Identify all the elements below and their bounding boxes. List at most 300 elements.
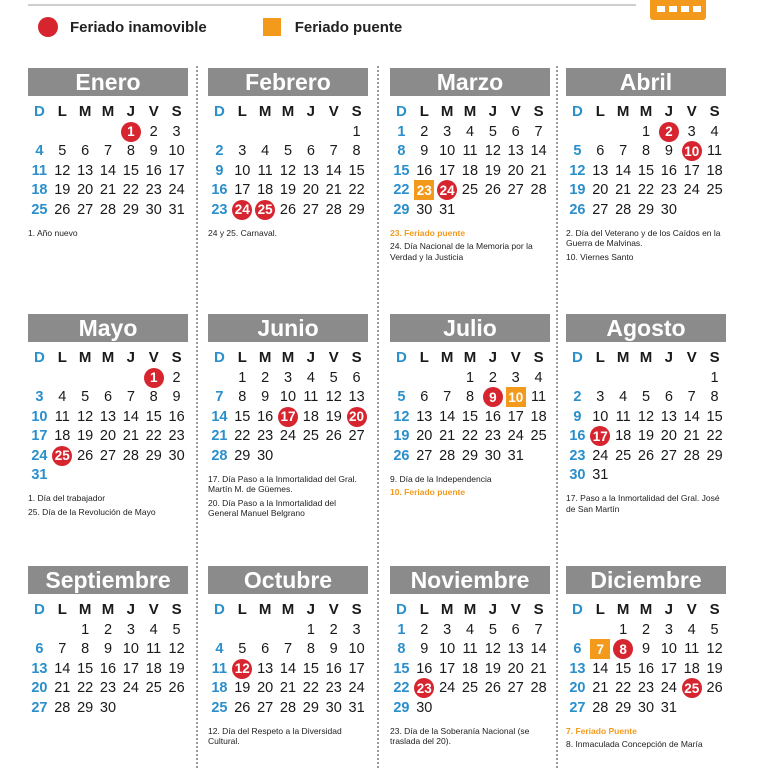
holiday-inamovible-day [142, 368, 165, 388]
day-cell [97, 142, 120, 162]
day-number: 19 [325, 408, 342, 425]
day-number: 24 [232, 200, 252, 220]
weekday-label: D [34, 349, 45, 366]
day-number: 6 [573, 641, 582, 657]
day-number: 26 [484, 182, 501, 198]
day-number: 26 [54, 201, 71, 218]
weekday-label: V [148, 349, 159, 366]
day-number: 17 [234, 182, 251, 198]
day-cell [481, 659, 504, 679]
day-number: 25 [145, 680, 162, 696]
day-number: 24 [439, 680, 456, 696]
holiday-note: 2. Día del Veterano y de los Caídos en la Guerra de Malvinas. [566, 227, 721, 248]
holiday-inamovible-day [119, 122, 142, 142]
empty-cell [119, 368, 142, 388]
month-title: Agosto [566, 314, 726, 342]
day-number: 1 [397, 123, 406, 140]
day-grid [566, 122, 726, 220]
day-number: 6 [511, 123, 520, 140]
day-number: 30 [257, 447, 274, 464]
day-number: 23 [660, 182, 677, 198]
weekday-label: M [258, 349, 272, 366]
day-cell [635, 122, 658, 142]
day-cell [504, 122, 527, 142]
empty-cell [51, 620, 74, 640]
day-number: 15 [637, 162, 655, 179]
empty-cell [208, 122, 231, 142]
day-number: 15 [145, 408, 162, 425]
day-cell [51, 427, 74, 447]
day-cell [657, 200, 680, 220]
day-number: 5 [329, 369, 338, 386]
day-number: 24 [279, 428, 297, 444]
day-cell [51, 388, 74, 408]
month-marzo [390, 68, 550, 265]
weekday-label: M [440, 103, 454, 120]
day-number: 8 [397, 641, 406, 657]
day-number: 16 [325, 660, 342, 677]
day-number: 11 [531, 389, 547, 405]
month-abril [566, 68, 726, 265]
day-number: 4 [261, 143, 270, 159]
holiday-notes [208, 474, 368, 519]
weekday-label: V [328, 349, 339, 366]
day-cell [142, 620, 165, 640]
holiday-inamovible-day [657, 122, 680, 142]
day-cell [231, 142, 254, 162]
day-number: 13 [507, 143, 524, 159]
day-number: 17 [348, 660, 365, 677]
day-cell [481, 427, 504, 447]
weekday-label: L [419, 103, 429, 120]
day-number: 19 [484, 162, 501, 179]
day-cell [119, 200, 142, 220]
month-title: Febrero [208, 68, 368, 96]
day-cell [680, 161, 703, 181]
day-number: 6 [664, 389, 673, 405]
day-cell [703, 446, 726, 466]
day-cell [345, 698, 368, 718]
day-cell [142, 679, 165, 699]
day-cell [436, 161, 459, 181]
day-cell [481, 181, 504, 201]
month-septiembre [28, 566, 188, 726]
day-cell [277, 161, 300, 181]
day-cell [165, 679, 188, 699]
day-number: 28 [530, 182, 547, 198]
holiday-note: 23. Feriado puente [390, 227, 466, 238]
day-number: 12 [54, 162, 71, 179]
day-cell [589, 466, 612, 486]
day-number: 28 [54, 699, 71, 716]
day-cell [413, 407, 436, 427]
day-grid [390, 368, 550, 466]
day-number: 9 [420, 641, 429, 657]
day-number: 19 [279, 182, 297, 198]
month-title: Noviembre [390, 566, 550, 594]
day-number: 23 [257, 428, 274, 444]
day-number: 7 [619, 143, 628, 159]
day-cell [231, 181, 254, 201]
day-number: 2 [103, 621, 113, 638]
day-number: 2 [573, 389, 582, 405]
day-cell [504, 161, 527, 181]
sunday-cell [566, 427, 589, 447]
day-cell [254, 698, 277, 718]
day-number: 11 [31, 162, 48, 179]
day-number: 4 [306, 369, 315, 386]
day-cell [459, 142, 482, 162]
weekday-label: V [510, 601, 521, 618]
day-cell [612, 200, 635, 220]
day-cell [413, 161, 436, 181]
day-number: 20 [660, 428, 677, 444]
day-cell [345, 640, 368, 660]
day-cell [74, 142, 97, 162]
day-cell [657, 427, 680, 447]
day-number: 12 [232, 659, 252, 679]
day-number: 28 [615, 201, 632, 218]
day-number: 17 [660, 660, 677, 677]
day-cell [254, 161, 277, 181]
holiday-note: 8. Inmaculada Concepción de María [566, 739, 703, 749]
holiday-notes [390, 474, 550, 498]
day-number: 11 [707, 143, 723, 159]
day-cell [254, 679, 277, 699]
sunday-cell [208, 679, 231, 699]
day-number: 28 [439, 447, 456, 464]
day-number: 6 [81, 143, 90, 159]
day-number: 27 [507, 182, 524, 198]
day-number: 17 [439, 162, 456, 179]
weekday-label: V [148, 103, 159, 120]
weekday-label: M [281, 349, 295, 366]
day-number: 27 [77, 201, 94, 218]
empty-cell [97, 368, 120, 388]
day-cell [635, 161, 658, 181]
sunday-cell [390, 427, 413, 447]
day-cell [703, 620, 726, 640]
weekday-label: J [306, 103, 316, 120]
day-number: 18 [683, 660, 700, 677]
day-number: 8 [710, 389, 719, 405]
day-number: 25 [255, 200, 275, 220]
day-cell [459, 407, 482, 427]
day-number: 29 [706, 447, 723, 464]
day-number: 9 [664, 143, 673, 159]
empty-cell [612, 368, 635, 388]
day-number: 18 [615, 428, 632, 444]
day-number: 15 [348, 162, 365, 179]
day-cell [231, 368, 254, 388]
day-number: 23 [637, 680, 655, 696]
day-number: 15 [122, 162, 139, 179]
weekday-label: V [148, 601, 159, 618]
day-number: 3 [35, 389, 44, 405]
day-grid [390, 620, 550, 718]
sunday-cell [390, 388, 413, 408]
day-cell [657, 620, 680, 640]
day-number: 6 [352, 369, 361, 386]
empty-cell [254, 122, 277, 142]
day-cell [97, 161, 120, 181]
day-number: 4 [465, 621, 475, 638]
weekday-header [28, 600, 188, 620]
day-cell [481, 122, 504, 142]
day-number: 31 [439, 201, 456, 218]
holiday-inamovible-day [436, 181, 459, 201]
weekday-label: M [258, 103, 272, 120]
sunday-cell [208, 200, 231, 220]
day-number: 9 [329, 641, 338, 657]
day-cell [277, 200, 300, 220]
day-cell [459, 122, 482, 142]
day-number: 9 [172, 389, 181, 405]
day-number: 21 [99, 182, 117, 198]
day-cell [589, 446, 612, 466]
day-cell [703, 407, 726, 427]
day-cell [231, 446, 254, 466]
day-cell [165, 200, 188, 220]
day-number: 28 [683, 447, 700, 464]
empty-cell [566, 122, 589, 142]
day-number: 25 [31, 201, 48, 218]
day-number: 22 [348, 182, 365, 198]
weekday-label: L [595, 349, 605, 366]
day-number: 2 [488, 369, 497, 386]
red-circle-icon [38, 17, 58, 37]
day-number: 15 [393, 162, 410, 179]
day-number: 31 [592, 467, 609, 483]
holiday-inamovible-day [231, 200, 254, 220]
day-cell [703, 368, 726, 388]
day-cell [459, 368, 482, 388]
sunday-cell [208, 388, 231, 408]
day-cell [51, 200, 74, 220]
day-number: 21 [439, 428, 456, 444]
day-number: 13 [660, 408, 677, 425]
day-number: 22 [234, 428, 251, 444]
weekday-label: M [281, 601, 295, 618]
day-number: 18 [31, 182, 48, 198]
sunday-cell [390, 122, 413, 142]
day-cell [165, 659, 188, 679]
day-cell [635, 181, 658, 201]
sunday-cell [28, 161, 51, 181]
day-number: 5 [58, 143, 67, 159]
day-number: 12 [484, 143, 501, 159]
day-cell [299, 181, 322, 201]
day-number: 30 [99, 699, 117, 716]
day-cell [703, 122, 726, 142]
empty-cell [51, 122, 74, 142]
holiday-note: 1. Día del trabajador [28, 493, 106, 503]
day-number: 4 [35, 143, 44, 159]
day-number: 12 [168, 641, 185, 657]
day-number: 4 [534, 369, 543, 386]
day-cell [254, 640, 277, 660]
day-cell [436, 388, 459, 408]
empty-cell [566, 620, 589, 640]
day-number: 18 [145, 660, 162, 677]
weekday-label: M [440, 601, 454, 618]
day-number: 6 [35, 641, 44, 657]
day-number: 11 [303, 389, 319, 405]
column-divider [377, 66, 379, 768]
day-cell [527, 659, 550, 679]
day-cell [459, 427, 482, 447]
day-cell [231, 407, 254, 427]
sunday-cell [566, 161, 589, 181]
day-number: 10 [506, 387, 526, 407]
weekday-label: J [664, 601, 674, 618]
day-number: 4 [710, 123, 719, 140]
day-cell [345, 200, 368, 220]
day-cell [74, 200, 97, 220]
sunday-cell [566, 446, 589, 466]
day-cell [119, 407, 142, 427]
sunday-cell [28, 698, 51, 718]
day-cell [254, 181, 277, 201]
day-cell [527, 181, 550, 201]
day-number: 7 [534, 621, 543, 638]
day-cell [142, 122, 165, 142]
weekday-header [390, 600, 550, 620]
day-number: 28 [530, 680, 547, 696]
day-cell [703, 427, 726, 447]
day-cell [142, 142, 165, 162]
day-number: 1 [397, 621, 406, 638]
weekday-label: D [396, 601, 407, 618]
day-cell [299, 698, 322, 718]
day-number: 5 [488, 123, 497, 140]
day-cell [119, 427, 142, 447]
month-junio [208, 314, 368, 522]
weekday-header [208, 348, 368, 368]
day-cell [635, 679, 658, 699]
day-number: 10 [234, 162, 251, 179]
day-number: 23 [145, 182, 162, 198]
holiday-puente-day [589, 640, 612, 660]
day-cell [345, 659, 368, 679]
day-number: 27 [507, 680, 524, 696]
day-cell [459, 181, 482, 201]
day-number: 13 [257, 660, 274, 677]
day-cell [703, 181, 726, 201]
day-cell [51, 142, 74, 162]
day-cell [481, 620, 504, 640]
day-cell [504, 620, 527, 640]
day-cell [51, 407, 74, 427]
day-number: 20 [569, 680, 586, 696]
day-number: 20 [592, 182, 609, 198]
day-number: 13 [77, 162, 94, 179]
holiday-notes [566, 493, 726, 514]
day-number: 1 [710, 369, 719, 386]
day-number: 12 [325, 389, 342, 405]
weekday-label: M [281, 103, 295, 120]
day-cell [299, 161, 322, 181]
day-cell [254, 388, 277, 408]
weekday-label: M [101, 349, 115, 366]
sunday-cell [566, 698, 589, 718]
day-number: 8 [306, 641, 315, 657]
day-number: 27 [416, 447, 433, 464]
day-cell [703, 659, 726, 679]
holiday-note: 24. Día Nacional de la Memoria por la Verdad y la Justicia [390, 241, 533, 262]
day-number: 12 [77, 408, 94, 425]
day-cell [635, 446, 658, 466]
day-cell [413, 620, 436, 640]
day-number: 3 [443, 621, 452, 638]
weekday-label: J [488, 349, 498, 366]
day-number: 28 [99, 201, 117, 218]
day-number: 4 [465, 123, 475, 140]
sunday-cell [28, 679, 51, 699]
weekday-label: M [101, 601, 115, 618]
sunday-cell [390, 679, 413, 699]
empty-cell [208, 368, 231, 388]
day-number: 23 [484, 428, 501, 444]
day-number: 29 [393, 699, 410, 716]
day-cell [119, 640, 142, 660]
day-cell [51, 161, 74, 181]
day-number: 8 [126, 143, 135, 159]
day-cell [142, 161, 165, 181]
weekday-label: M [78, 349, 92, 366]
sunday-cell [28, 466, 51, 486]
day-cell [165, 446, 188, 466]
day-cell [165, 161, 188, 181]
holiday-inamovible-day [481, 388, 504, 408]
day-cell [74, 698, 97, 718]
day-number: 17 [31, 428, 48, 444]
day-cell [589, 659, 612, 679]
holiday-note: 24 y 25. Carnaval. [208, 227, 277, 238]
day-number: 1 [619, 621, 628, 638]
day-cell [119, 679, 142, 699]
weekday-label: S [533, 601, 544, 618]
day-number: 1 [238, 369, 247, 386]
day-number: 18 [211, 680, 228, 696]
day-cell [97, 388, 120, 408]
weekday-label: S [171, 601, 182, 618]
day-number: 7 [687, 389, 696, 405]
day-number: 3 [511, 369, 520, 386]
day-cell [436, 142, 459, 162]
day-cell [74, 388, 97, 408]
day-cell [635, 427, 658, 447]
day-cell [277, 368, 300, 388]
day-cell [527, 640, 550, 660]
day-number: 6 [261, 641, 270, 657]
holiday-inamovible-day [680, 679, 703, 699]
day-cell [635, 698, 658, 718]
day-number: 23 [414, 180, 434, 200]
day-number: 10 [439, 143, 456, 159]
day-number: 1 [306, 621, 315, 638]
day-number: 10 [279, 389, 297, 405]
day-number: 20 [507, 162, 524, 179]
empty-cell [680, 368, 703, 388]
day-number: 29 [77, 699, 94, 716]
day-number: 25 [302, 428, 319, 444]
day-cell [589, 698, 612, 718]
day-number: 3 [126, 621, 135, 638]
sunday-cell [28, 142, 51, 162]
weekday-label: L [237, 601, 247, 618]
month-mayo [28, 314, 188, 520]
